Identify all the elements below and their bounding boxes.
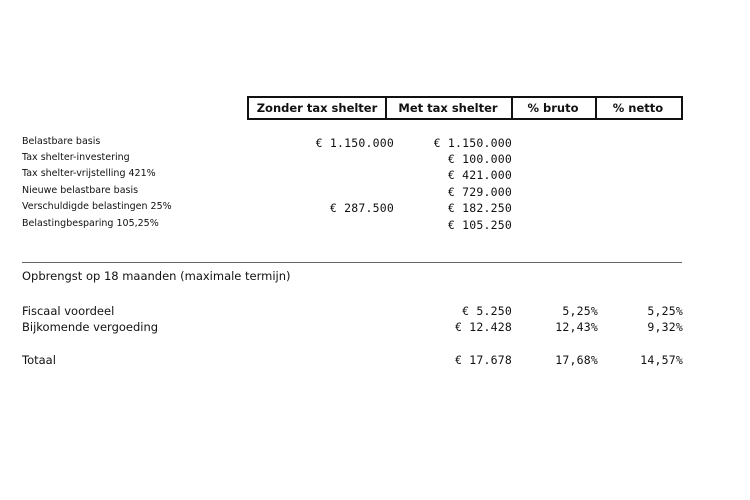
cell-met: € 421.000 — [447, 168, 512, 182]
row-label: Tax shelter-investering — [22, 152, 130, 163]
cell-met: € 12.428 — [455, 320, 512, 334]
total-met: € 17.678 — [455, 353, 512, 367]
row-label: Fiscaal voordeel — [22, 304, 115, 318]
header-pct-netto: % netto — [595, 96, 683, 120]
total-label: Totaal — [22, 353, 56, 367]
cell-bruto: 5,25% — [562, 304, 598, 318]
cell-bruto: 12,43% — [555, 320, 598, 334]
header-met-tax-shelter: Met tax shelter — [385, 96, 513, 120]
cell-zonder: € 1.150.000 — [315, 136, 394, 150]
total-netto: 14,57% — [640, 353, 683, 367]
cell-met: € 1.150.000 — [433, 136, 512, 150]
cell-met: € 729.000 — [447, 185, 512, 199]
row-label: Belastingbesparing 105,25% — [22, 218, 159, 229]
cell-met: € 105.250 — [447, 218, 512, 232]
cell-netto: 9,32% — [647, 320, 683, 334]
header-zonder-tax-shelter: Zonder tax shelter — [247, 96, 387, 120]
cell-met: € 5.250 — [462, 304, 512, 318]
total-bruto: 17,68% — [555, 353, 598, 367]
cell-met: € 100.000 — [447, 152, 512, 166]
section-title: Opbrengst op 18 maanden (maximale termijn) — [22, 269, 291, 283]
cell-met: € 182.250 — [447, 201, 512, 215]
row-label: Nieuwe belastbare basis — [22, 185, 139, 196]
row-label: Belastbare basis — [22, 136, 101, 147]
row-label: Bijkomende vergoeding — [22, 320, 159, 334]
row-label: Tax shelter-vrijstelling 421% — [22, 168, 156, 179]
header-pct-bruto: % bruto — [511, 96, 597, 120]
section-divider — [22, 262, 682, 263]
cell-netto: 5,25% — [647, 304, 683, 318]
row-label: Verschuldigde belastingen 25% — [22, 201, 172, 212]
cell-zonder: € 287.500 — [329, 201, 394, 215]
